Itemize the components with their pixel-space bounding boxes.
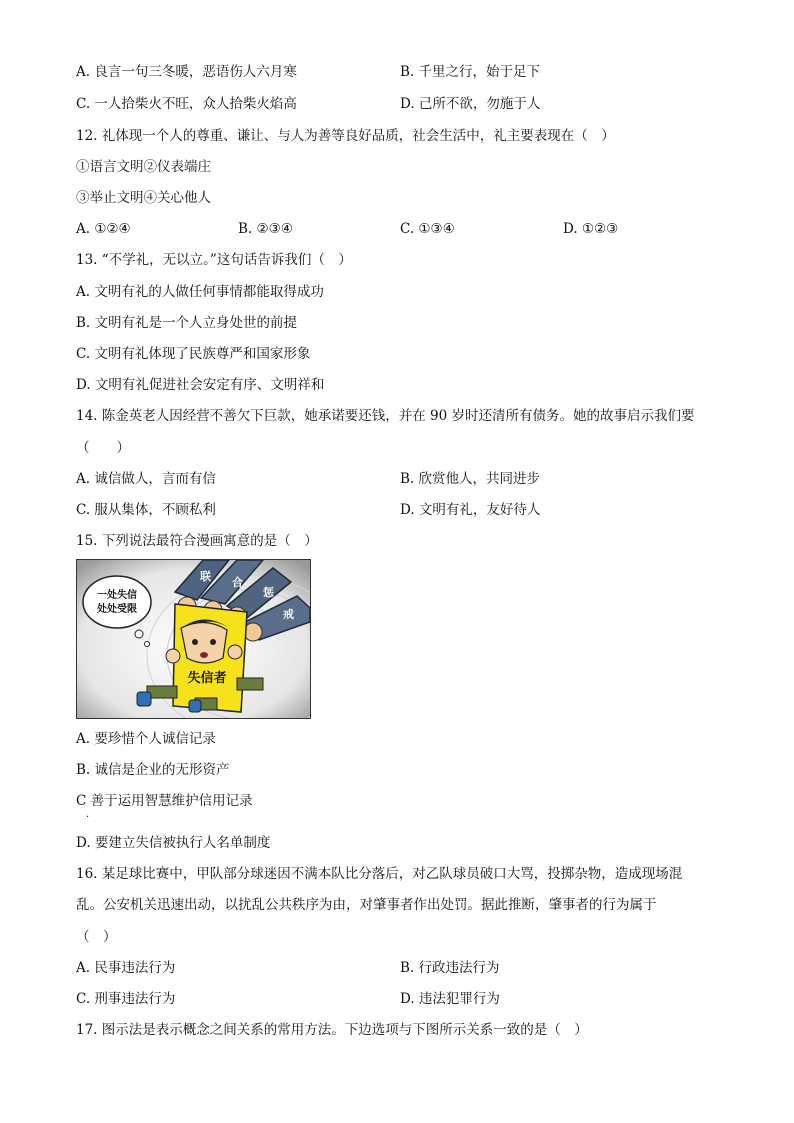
q13-option-b: B. 文明有礼是一个人立身处世的前提	[76, 315, 298, 331]
q16-option-d: D. 违法犯罪行为	[400, 991, 500, 1007]
q15-option-d: D. 要建立失信被执行人名单制度	[76, 835, 271, 851]
q12-option-c: C. ①③④	[400, 221, 455, 237]
sleeve-char-3: 惩	[263, 586, 274, 599]
q13-option-c: C. 文明有礼体现了民族尊严和国家形象	[76, 346, 311, 362]
q11-option-b: B. 千里之行，始于足下	[400, 64, 541, 80]
q15-option-c-dot: ·	[86, 812, 90, 823]
q12-items-line2: ③举止文明④关心他人	[76, 190, 211, 206]
q12-items-line1: ①语言文明②仪表端庄	[76, 159, 211, 175]
q16-stem-line1: 16. 某足球比赛中，甲队部分球迷因不满本队比分落后，对乙队球员破口大骂，投掷杂物，造成现场混	[76, 866, 683, 882]
q12-option-a: A. ①②④	[76, 221, 131, 237]
q14-option-d: D. 文明有礼，友好待人	[400, 502, 541, 518]
q12-option-b: B. ②③④	[238, 221, 293, 237]
q16-answer-paren: （ ）	[76, 929, 117, 945]
bubble-text-line1: 一处失信	[97, 590, 137, 601]
q11-option-c: C. 一人拾柴火不旺，众人拾柴火焰高	[76, 96, 297, 112]
q12-stem: 12. 礼体现一个人的尊重、谦让、与人为善等良好品质，社会生活中，礼主要表现在（ ）	[76, 128, 615, 144]
q16-option-c: C. 刑事违法行为	[76, 991, 176, 1007]
sign-text: 失信者	[187, 671, 227, 686]
q16-option-a: A. 民事违法行为	[76, 960, 176, 976]
sleeve-char-1: 联	[200, 570, 211, 583]
bubble-text-line2: 处处受限	[97, 604, 137, 615]
q13-option-d: D. 文明有礼促进社会安定有序、文明祥和	[76, 377, 325, 393]
sleeve-char-4: 戒	[283, 608, 294, 621]
q14-option-c: C. 服从集体，不顾私利	[76, 502, 216, 518]
q13-stem: 13. “不学礼，无以立。”这句话告诉我们（ ）	[76, 252, 352, 268]
q11-option-a: A. 良言一句三冬暖，恶语伤人六月寒	[76, 64, 297, 80]
q14-option-b: B. 欣赏他人，共同进步	[400, 471, 541, 487]
q15-option-a: A. 要珍惜个人诚信记录	[76, 731, 216, 747]
q15-cartoon	[76, 559, 311, 719]
q15-stem: 15. 下列说法最符合漫画寓意的是（ ）	[76, 533, 318, 549]
q12-option-d: D. ①②③	[563, 221, 619, 237]
q11-option-d: D. 己所不欲，勿施于人	[400, 96, 541, 112]
q17-stem: 17. 图示法是表示概念之间关系的常用方法。下边选项与下图所示关系一致的是（ ）	[76, 1022, 588, 1038]
q15-option-c: C 善于运用智慧维护信用记录	[76, 793, 253, 809]
sleeve-char-2: 合	[232, 576, 243, 589]
q15-option-b: B. 诚信是企业的无形资产	[76, 762, 230, 778]
q14-option-a: A. 诚信做人，言而有信	[76, 471, 216, 487]
q16-option-b: B. 行政违法行为	[400, 960, 500, 976]
q14-answer-paren: （ ）	[76, 440, 130, 456]
q14-stem: 14. 陈金英老人因经营不善欠下巨款，她承诺要还钱，并在 90 岁时还清所有债务。她的故事启示我们要	[76, 408, 695, 424]
q16-stem-line2: 乱。公安机关迅速出动，以扰乱公共秩序为由，对肇事者作出处罚。据此推断，肇事者的行为属于	[76, 897, 657, 913]
q13-option-a: A. 文明有礼的人做任何事情都能取得成功	[76, 284, 324, 300]
